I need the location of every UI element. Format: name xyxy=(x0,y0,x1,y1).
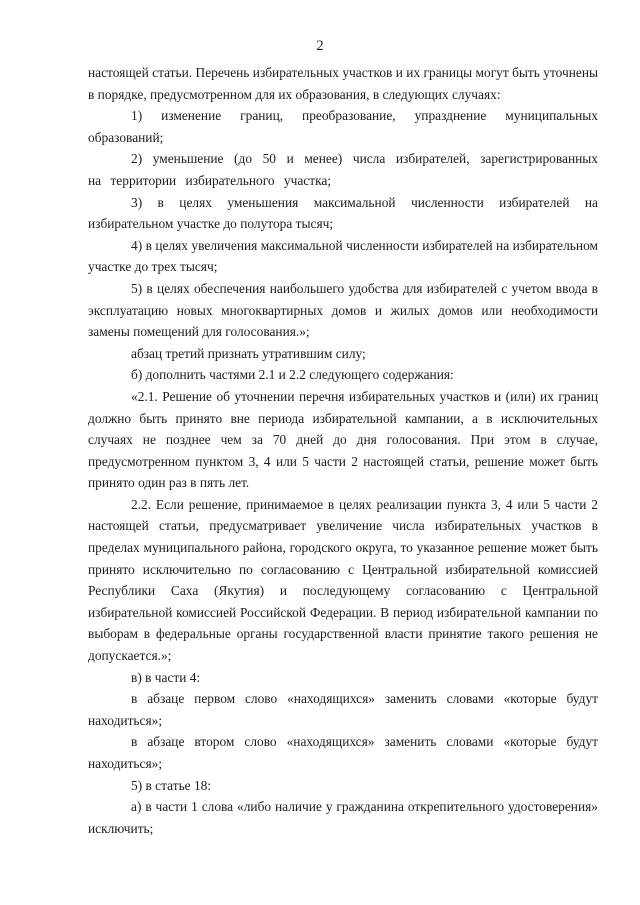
paragraph-continuation: настоящей статьи. Перечень избирательных участков и их границы могут быть уточнены в порядке, предусмотренном для их образования, в следующих случаях: xyxy=(88,65,598,102)
paragraph-article-18: 5) в статье 18: xyxy=(131,777,212,793)
document-body xyxy=(88,62,598,839)
paragraph-second-subsection: в абзаце втором слово «находящихся» заменить словами «которые будут находиться»; xyxy=(88,734,598,771)
list-item-4: 4) в целях увеличения максимальной численности избирателей на избирательном участке до трех тысяч; xyxy=(88,237,598,275)
list-item-3: 3) в целях уменьшения максимальной численности избирателей на избирательном участке до полутора тысяч; xyxy=(88,194,598,232)
page-number: 2 xyxy=(316,38,324,54)
paragraph-amend-b: б) дополнить частями 2.1 и 2.2 следующего содержания: xyxy=(131,367,454,383)
paragraph-repeal: абзац третий признать утратившим силу; xyxy=(131,345,366,361)
paragraph-section-2-1: «2.1. Решение об уточнении перечня избирательных участков и (или) их границ должно быть принято вне периода избирательной кампании, а в исключительных случаях не позднее чем за 70 дней до дня голосования. При этом в случае, предусмотренном пунктом 3, 4 или 5 части 2 настоящей статьи, решение может быть принято один раз в пять лет. xyxy=(88,388,598,491)
list-item-2: 2) уменьшение (до 50 и менее) числа избирателей, зарегистрированных на территории избирательного участка; xyxy=(88,151,598,188)
paragraph-amend-a: а) в части 1 слова «либо наличие у гражданина открепительного удостоверения» исключить; xyxy=(88,799,598,836)
paragraph-first-subsection: в абзаце первом слово «находящихся» заменить словами «которые будут находиться»; xyxy=(88,691,598,728)
list-item-1: 1) изменение границ, преобразование, упразднение муниципальных образований; xyxy=(88,108,598,145)
list-item-5: 5) в целях обеспечения наибольшего удобства для избирателей с учетом ввода в эксплуатацию новых многоквартирных домов и жилых домов или необходимости замены помещений для голосования.»; xyxy=(88,280,598,340)
paragraph-section-2-2: 2.2. Если решение, принимаемое в целях реализации пункта 3, 4 или 5 части 2 настоящей статьи, предусматривает увеличение числа избирательных участков в пределах муниципального района, городского округа, то указанное решение может быть принято исключительно по согласованию с Центральной избирательной комиссией Республики Саха (Якутия) и последующему согласованию с Центральной избирательной комиссией Российской Федерации. В период избирательной кампании по выборам в федеральные органы государственной власти принятие такого решения не допускается.»; xyxy=(88,496,598,664)
paragraph-amend-c: в) в части 4: xyxy=(131,669,201,685)
